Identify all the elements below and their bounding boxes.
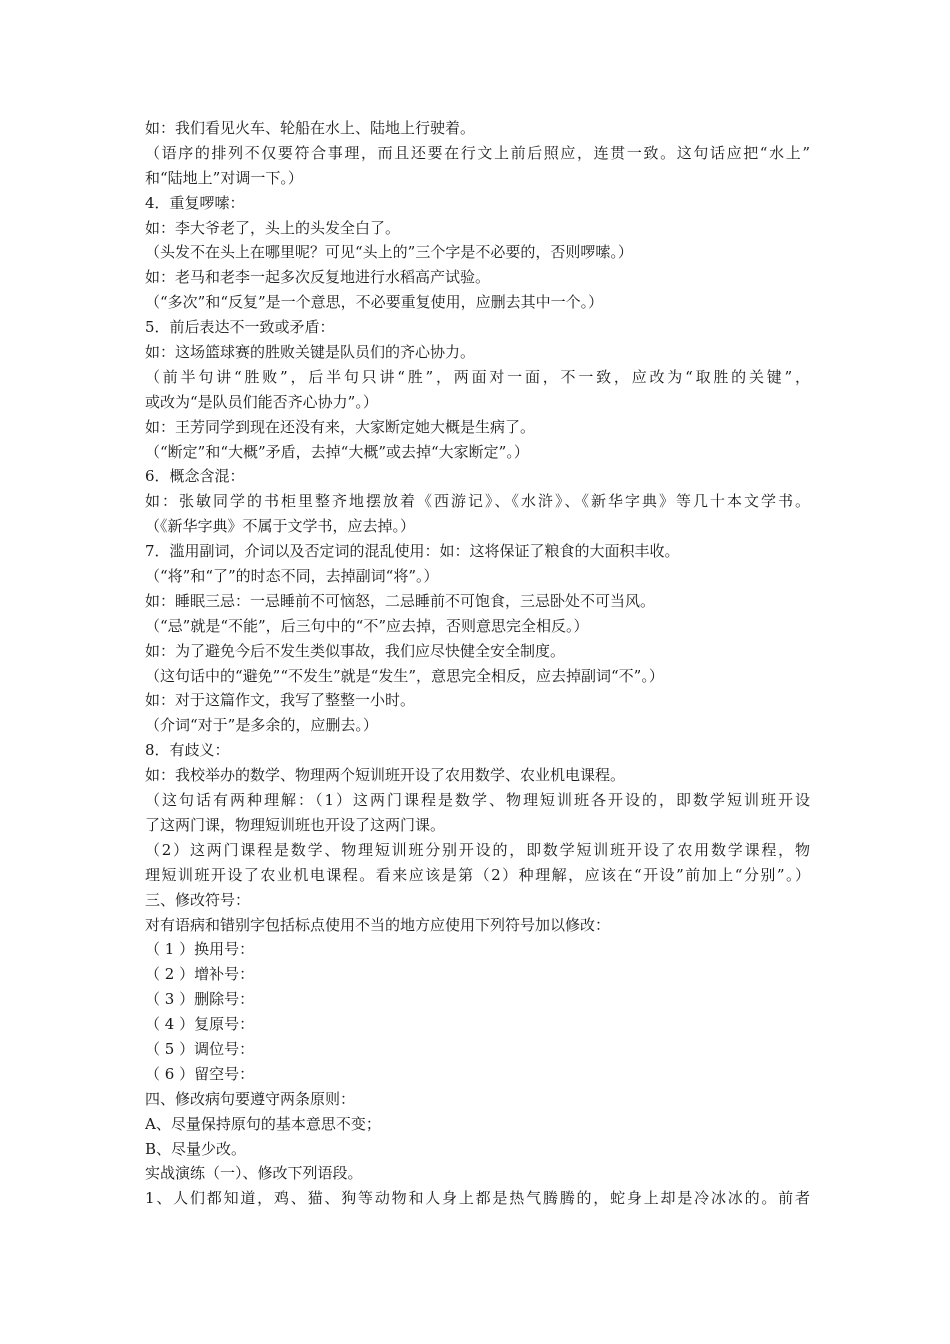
text-line: 如：睡眠三忌：一忌睡前不可恼怒，二忌睡前不可饱食，三忌卧处不可当风。	[145, 591, 656, 610]
text-line: 5．前后表达不一致或矛盾：	[145, 318, 335, 337]
text-line: 如：我们看见火车、轮船在水上、陆地上行驶着。	[145, 119, 476, 137]
text-line: 和“陆地上”对调一下。）	[145, 168, 303, 187]
text-line: （ 6 ）留空号：	[145, 1064, 255, 1083]
text-line: （介词“对于”是多余的，应删去。）	[145, 716, 378, 735]
text-line: （这句话中的“避免”“不发生”就是“发生”，意思完全相反，应去掉副词“不”。）	[145, 666, 664, 685]
text-line: （语序的排列不仅要符合事理，而且还要在行文上前后照应，连贯一致。这句话应把“水上”	[145, 143, 810, 162]
text-line: 或改为“是队员们能否齐心协力”。）	[145, 392, 378, 411]
text-line: 6．概念含混：	[145, 467, 245, 486]
text-line: 如：老马和老李一起多次反复地进行水稻高产试验。	[145, 268, 491, 287]
text-line: 如：张敏同学的书柜里整齐地摆放着《西游记》、《水浒》、《新华字典》等几十本文学书。	[145, 492, 810, 511]
text-line: 如：李大爷老了，头上的头发全白了。	[145, 218, 401, 237]
text-line: （前半句讲“胜败”，后半句只讲“胜”，两面对一面，不一致，应改为“取胜的关键”，	[145, 367, 810, 386]
text-line: （“将”和“了”的时态不同，去掉副词“将”。）	[145, 567, 439, 586]
text-line: （ 3 ）删除号：	[145, 990, 255, 1009]
text-line: 三、修改符号：	[145, 890, 251, 909]
text-line: 四、修改病句要遵守两条原则：	[145, 1089, 356, 1108]
text-line: （ 1 ）换用号：	[145, 940, 255, 959]
text-line: 如：王芳同学到现在还没有来，大家断定她大概是生病了。	[145, 417, 536, 436]
text-line: 1、人们都知道，鸡、猫、狗等动物和人身上都是热气腾腾的，蛇身上却是冷冰冰的。前者	[145, 1189, 810, 1208]
text-line: 对有语病和错别字包括标点使用不当的地方应使用下列符号加以修改：	[145, 915, 611, 934]
text-line: A、尽量保持原句的基本意思不变；	[145, 1114, 381, 1133]
text-line: （《新华字典》不属于文学书，应去掉。）	[145, 517, 416, 536]
text-line: 如：对于这篇作文，我写了整整一小时。	[145, 691, 416, 710]
text-line: 实战演练（一）、修改下列语段。	[145, 1164, 363, 1183]
text-line: （“断定”和“大概”矛盾，去掉“大概”或去掉“大家断定”。）	[145, 442, 529, 461]
text-line: （“忌”就是“不能”，后三句中的“不”应去掉，否则意思完全相反。）	[145, 616, 589, 635]
text-line: 8．有歧义：	[145, 741, 230, 760]
text-line: 如：为了避免今后不发生类似事故，我们应尽快健全安全制度。	[145, 641, 566, 660]
text-line: （这句话有两种理解：（1）这两门课程是数学、物理短训班各开设的，即数学短训班开设	[145, 791, 810, 810]
text-line: 如：这场篮球赛的胜败关键是队员们的齐心协力。	[145, 343, 476, 362]
text-line: （“多次”和“反复”是一个意思，不必要重复使用，应删去其中一个。）	[145, 293, 604, 312]
text-line: B、尽量少改。	[145, 1139, 247, 1158]
text-line: 7．滥用副词，介词以及否定词的混乱使用：如：这将保证了粮食的大面积丰收。	[145, 542, 680, 561]
text-line: 4．重复啰嗦：	[145, 193, 245, 212]
document-page	[145, 116, 810, 1211]
text-line: （ 2 ）增补号：	[145, 965, 255, 984]
text-line: （2）这两门课程是数学、物理短训班分别开设的，即数学短训班开设了农用数学课程，物	[145, 840, 810, 859]
text-line: （头发不在头上在哪里呢？可见“头上的”三个字是不必要的，否则啰嗦。）	[145, 243, 633, 262]
text-line: 理短训班开设了农业机电课程。看来应该是第（2）种理解，应该在“开设”前加上“分别”。）	[145, 865, 810, 884]
text-line: （ 4 ）复原号：	[145, 1015, 255, 1034]
text-line: （ 5 ）调位号：	[145, 1039, 255, 1058]
text-line: 了这两门课，物理短训班也开设了这两门课。	[145, 815, 446, 834]
text-line: 如：我校举办的数学、物理两个短训班开设了农用数学、农业机电课程。	[145, 766, 626, 785]
